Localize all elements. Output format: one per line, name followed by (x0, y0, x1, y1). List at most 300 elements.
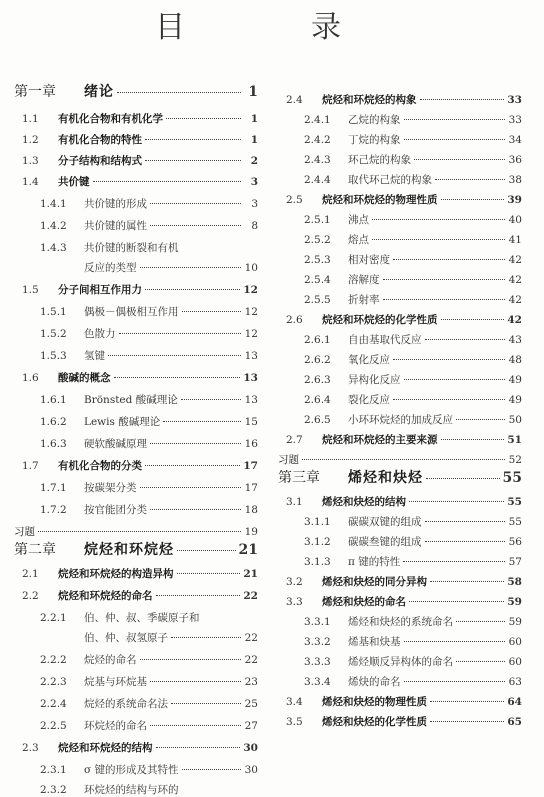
toc-entry-page: 27 (244, 720, 258, 732)
toc-entry[interactable] (14, 155, 258, 168)
toc-entry-page: 15 (244, 416, 258, 428)
toc-entry[interactable] (14, 654, 258, 667)
toc-entry[interactable] (14, 482, 258, 495)
toc-entry[interactable] (278, 194, 522, 207)
toc-entry[interactable] (278, 254, 522, 267)
toc-entry-number: 2.2.4 (40, 698, 67, 710)
toc-dot-leader (456, 661, 505, 662)
toc-entry-title: 共价键 (58, 176, 90, 188)
toc-entry-title: 取代环己烷的构象 (348, 174, 432, 186)
toc-entry-page: 25 (244, 698, 258, 710)
toc-entry[interactable] (14, 438, 258, 451)
toc-entry-title: 烯烃和炔烃的命名 (322, 596, 406, 608)
toc-dot-leader (393, 359, 505, 360)
toc-entry[interactable] (278, 716, 522, 729)
toc-entry-page: 59 (507, 596, 522, 608)
toc-dot-leader (177, 573, 241, 574)
toc-entry-number: 1.6.2 (40, 416, 67, 428)
toc-dot-leader (403, 561, 505, 562)
toc-entry[interactable] (14, 698, 258, 711)
toc-entry-page: 21 (238, 542, 258, 558)
toc-dot-leader (150, 725, 241, 726)
toc-entry-title: 裂化反应 (348, 394, 390, 406)
toc-dot-leader (372, 239, 505, 240)
toc-entry-title: 烯烃顺反异构体的命名 (348, 656, 453, 668)
toc-entry[interactable] (278, 472, 522, 485)
toc-entry-number: 2.6.3 (304, 374, 331, 386)
toc-entry-number: 3.3 (286, 596, 303, 608)
toc-entry-title: 环烷烃的结构与环的 (84, 784, 179, 796)
toc-entry-page: 12 (243, 284, 258, 296)
toc-dot-leader (181, 399, 241, 400)
toc-dot-leader (182, 311, 242, 312)
toc-entry-title: 烯烃和炔烃的化学性质 (322, 716, 427, 728)
toc-entry-title: 有机化合物的分类 (58, 460, 142, 472)
toc-entry[interactable] (278, 556, 522, 569)
toc-entry-number: 1.4 (22, 176, 39, 188)
toc-entry-title: 分子结构和结构式 (58, 155, 142, 167)
toc-entry-number: 2.2 (22, 590, 39, 602)
toc-entry-page: 55 (507, 496, 522, 508)
toc-entry-title: 烯炔的命名 (348, 676, 401, 688)
toc-entry[interactable] (278, 174, 522, 187)
toc-entry[interactable] (278, 154, 522, 167)
toc-entry-title: 烷烃和环烷烃的构造异构 (58, 568, 174, 580)
toc-dot-leader (372, 219, 505, 220)
toc-entry-number: 2.5.5 (304, 294, 331, 306)
toc-entry-number: 2.4.2 (304, 134, 331, 146)
toc-entry-number: 3.1.3 (304, 556, 331, 568)
toc-entry-title: 烷烃和环烷烃的主要来源 (322, 434, 438, 446)
toc-entry[interactable] (14, 632, 258, 645)
toc-dot-leader (393, 259, 505, 260)
toc-entry-page: 22 (243, 590, 258, 602)
toc-entry-page: 51 (507, 434, 522, 446)
toc-entry-number: 2.4 (286, 94, 303, 106)
toc-entry[interactable] (278, 294, 522, 307)
toc-entry[interactable] (278, 414, 522, 427)
toc-entry-page: 12 (244, 328, 258, 340)
toc-entry-page: 30 (243, 742, 258, 754)
toc-entry-page: 16 (244, 438, 258, 450)
toc-entry-title: 异构化反应 (348, 374, 401, 386)
toc-entry[interactable] (278, 454, 522, 467)
toc-entry[interactable] (14, 198, 258, 211)
toc-entry[interactable] (278, 496, 522, 509)
toc-entry[interactable] (14, 568, 258, 581)
toc-entry-number: 1.5.3 (40, 350, 67, 362)
toc-entry-number: 2.3.2 (40, 784, 67, 796)
toc-entry-number: 1.4.2 (40, 220, 67, 232)
toc-entry[interactable] (278, 434, 522, 447)
toc-entry-page: 42 (508, 254, 522, 266)
toc-dot-leader (302, 459, 505, 460)
toc-entry-title: Lewis 酸碱理论 (84, 416, 161, 428)
toc-entry-title: 烯烃和炔烃的结构 (322, 496, 406, 508)
toc-dot-leader (435, 179, 505, 180)
toc-entry-title: 硬软酸碱原理 (84, 438, 147, 450)
toc-entry-title: 烷基与环烷基 (84, 676, 147, 688)
toc-entry-page: 42 (507, 314, 522, 326)
toc-dot-leader (177, 550, 236, 551)
toc-entry[interactable] (278, 94, 522, 107)
toc-entry[interactable] (14, 220, 258, 233)
toc-entry-page: 12 (244, 306, 258, 318)
toc-entry-page: 33 (508, 114, 522, 126)
toc-entry-number: 2.4.4 (304, 174, 331, 186)
toc-entry-title: 溶解度 (348, 274, 380, 286)
toc-dot-leader (404, 379, 506, 380)
toc-entry-number: 2.3 (22, 742, 39, 754)
toc-entry-number: 2.5.2 (304, 234, 331, 246)
toc-entry[interactable] (14, 612, 258, 625)
toc-dot-leader (150, 509, 241, 510)
toc-entry-title: 碳碳双键的组成 (348, 516, 422, 528)
toc-entry[interactable] (14, 262, 258, 275)
toc-entry-title: 烷烃和环烷烃的化学性质 (322, 314, 438, 326)
toc-entry-title: 偶极－偶极相互作用 (84, 306, 179, 318)
toc-dot-leader (404, 641, 506, 642)
toc-dot-leader (441, 319, 505, 320)
toc-entry-number: 3.3.1 (304, 616, 331, 628)
toc-entry-page: 21 (243, 568, 258, 580)
toc-dot-leader (119, 333, 242, 334)
toc-dot-leader (430, 721, 504, 722)
toc-entry-number: 2.6.5 (304, 414, 331, 426)
toc-entry-page: 63 (508, 676, 522, 688)
toc-entry[interactable] (14, 720, 258, 733)
toc-entry[interactable] (14, 113, 258, 126)
toc-entry-number: 2.5.1 (304, 214, 331, 226)
toc-entry-title: 伯、仲、叔、季碳原子和 (84, 612, 200, 624)
toc-entry-page: 36 (508, 154, 522, 166)
toc-entry[interactable] (278, 596, 522, 609)
toc-entry-page: 3 (250, 176, 258, 188)
toc-entry-number: 2.2.2 (40, 654, 67, 666)
toc-entry-number: 3.1.1 (304, 516, 331, 528)
toc-entry[interactable] (278, 314, 522, 327)
toc-entry[interactable] (278, 214, 522, 227)
toc-entry-title: 烯烃和炔烃的同分异构 (322, 576, 427, 588)
toc-entry-number: 3.5 (286, 716, 303, 728)
toc-entry-title: 分子间相互作用力 (58, 284, 142, 296)
toc-entry-title: 环己烷的构象 (348, 154, 411, 166)
toc-entry[interactable] (14, 504, 258, 517)
toc-entry-page: 23 (244, 676, 258, 688)
toc-entry[interactable] (278, 394, 522, 407)
toc-entry-number: 1.5.2 (40, 328, 67, 340)
toc-entry[interactable] (278, 374, 522, 387)
toc-entry-number: 1.1 (22, 113, 39, 125)
toc-entry-title: 烯烃和炔烃的系统命名 (348, 616, 453, 628)
toc-entry[interactable] (278, 354, 522, 367)
toc-entry-title: 烷烃和环烷烃 (84, 542, 174, 558)
toc-entry-page: 13 (243, 372, 258, 384)
toc-entry-number: 3.3.4 (304, 676, 331, 688)
toc-entry-title: 烷烃和环烷烃的物理性质 (322, 194, 438, 206)
toc-dot-leader (425, 521, 506, 522)
toc-entry-number: 2.2.1 (40, 612, 67, 624)
toc-entry-title: 烯烃和炔烃的物理性质 (322, 696, 427, 708)
toc-entry-number: 2.6.4 (304, 394, 331, 406)
toc-entry[interactable] (14, 372, 258, 385)
toc-entry[interactable] (14, 526, 258, 539)
toc-entry-page: 60 (508, 656, 522, 668)
toc-entry-title: 环烷烃的命名 (84, 720, 147, 732)
toc-entry-title: 相对密度 (348, 254, 390, 266)
toc-entry-number: 2.6.1 (304, 334, 331, 346)
toc-entry-title: 习题 (14, 526, 35, 538)
toc-dot-leader (156, 595, 241, 596)
toc-entry-page: 22 (244, 632, 258, 644)
toc-entry[interactable] (278, 676, 522, 689)
toc-entry-number: 3.2 (286, 576, 303, 588)
toc-dot-leader (409, 501, 504, 502)
toc-entry-title: 共价键的形成 (84, 198, 147, 210)
toc-entry[interactable] (14, 742, 258, 755)
toc-dot-leader (93, 181, 242, 182)
toc-entry[interactable] (278, 656, 522, 669)
toc-dot-leader (456, 621, 505, 622)
toc-entry-title: 烷烃和环烷烃的命名 (58, 590, 153, 602)
toc-entry-page: 22 (244, 654, 258, 666)
toc-entry-page: 48 (508, 354, 522, 366)
toc-entry-page: 57 (508, 556, 522, 568)
toc-entry-page: 60 (508, 636, 522, 648)
toc-entry[interactable] (14, 590, 258, 603)
toc-entry-number: 1.7.1 (40, 482, 67, 494)
toc-entry-number: 1.7.2 (40, 504, 67, 516)
toc-entry[interactable] (14, 242, 258, 255)
toc-dot-leader (38, 531, 241, 532)
toc-entry-number: 1.4.3 (40, 242, 67, 254)
toc-dot-leader (441, 439, 505, 440)
toc-entry-title: π 键的特性 (348, 556, 401, 568)
toc-entry[interactable] (14, 460, 258, 473)
toc-entry-page: 1 (250, 113, 258, 125)
toc-entry-number: 2.5.3 (304, 254, 331, 266)
toc-entry-number: 2.4.3 (304, 154, 331, 166)
toc-entry-title: 丁烷的构象 (348, 134, 401, 146)
toc-entry[interactable] (278, 516, 522, 529)
toc-entry-page: 19 (244, 526, 258, 538)
toc-entry[interactable] (14, 176, 258, 189)
toc-dot-leader (430, 581, 504, 582)
toc-entry-title: 沸点 (348, 214, 369, 226)
toc-entry-number: 1.3 (22, 155, 39, 167)
toc-entry[interactable] (14, 784, 258, 797)
toc-entry[interactable] (14, 350, 258, 363)
toc-entry-page: 3 (251, 198, 258, 210)
toc-entry-number: 1.6.1 (40, 394, 67, 406)
toc-entry-title: 按碳架分类 (84, 482, 137, 494)
toc-entry-page: 1 (248, 84, 258, 100)
toc-dot-leader (426, 478, 500, 479)
toc-dot-leader (425, 339, 506, 340)
toc-entry-page: 49 (508, 374, 522, 386)
toc-entry[interactable] (278, 134, 522, 147)
toc-entry-title: 绪论 (84, 84, 114, 100)
toc-entry-page: 13 (244, 350, 258, 362)
toc-entry-number: 2.5.4 (304, 274, 331, 286)
toc-dot-leader (166, 118, 241, 119)
toc-entry-title: 小环环烷烃的加成反应 (348, 414, 453, 426)
toc-entry-number: 3.3.3 (304, 656, 331, 668)
toc-entry-title: 有机化合物的特性 (58, 134, 142, 146)
toc-entry[interactable] (278, 636, 522, 649)
toc-entry-page: 56 (508, 536, 522, 548)
toc-entry-page: 1 (250, 134, 258, 146)
toc-dot-leader (404, 119, 506, 120)
toc-entry-title: 共价键的断裂和有机 (84, 242, 179, 254)
toc-dot-leader (393, 399, 505, 400)
toc-dot-leader (409, 601, 504, 602)
toc-entry[interactable] (14, 416, 258, 429)
toc-dot-leader (117, 92, 241, 93)
toc-entry-page: 55 (502, 470, 522, 486)
toc-entry-page: 10 (244, 262, 258, 274)
toc-entry[interactable] (14, 544, 258, 557)
toc-entry-page: 33 (507, 94, 522, 106)
toc-dot-leader (108, 355, 241, 356)
toc-dot-leader (150, 203, 241, 204)
toc-entry-number: 2.6 (286, 314, 303, 326)
toc-entry-title: 烷烃和环烷烃的构象 (322, 94, 417, 106)
toc-entry[interactable] (278, 334, 522, 347)
toc-dot-leader (383, 279, 506, 280)
toc-entry[interactable] (278, 114, 522, 127)
toc-entry-page: 2 (250, 155, 258, 167)
toc-entry-title: 烯基和炔基 (348, 636, 401, 648)
toc-entry-number: 2.2.5 (40, 720, 67, 732)
toc-entry-page: 50 (508, 414, 522, 426)
toc-dot-leader (145, 465, 240, 466)
toc-entry[interactable] (278, 536, 522, 549)
toc-entry[interactable] (14, 86, 258, 99)
toc-entry-page: 55 (508, 516, 522, 528)
toc-entry-page: 43 (508, 334, 522, 346)
toc-entry[interactable] (14, 328, 258, 341)
toc-dot-leader (114, 377, 241, 378)
toc-dot-leader (163, 421, 241, 422)
toc-entry-title: 碳碳叁键的组成 (348, 536, 422, 548)
toc-dot-leader (145, 289, 240, 290)
toc-dot-leader (430, 701, 504, 702)
toc-entry-title: 酸碱的概念 (58, 372, 111, 384)
toc-entry-number: 第三章 (278, 470, 320, 486)
toc-entry[interactable] (14, 764, 258, 777)
toc-entry-number: 3.1 (286, 496, 303, 508)
toc-entry-number: 1.6.3 (40, 438, 67, 450)
toc-dot-leader (150, 225, 241, 226)
toc-dot-leader (140, 659, 242, 660)
toc-entry-title: 伯、仲、叔氢原子 (84, 632, 168, 644)
toc-entry[interactable] (14, 306, 258, 319)
toc-dot-leader (404, 139, 506, 140)
toc-entry-title: 习题 (278, 454, 299, 466)
toc-entry[interactable] (14, 134, 258, 147)
toc-entry-page: 17 (244, 482, 258, 494)
toc-dot-leader (150, 443, 241, 444)
toc-dot-leader (441, 199, 505, 200)
toc-entry[interactable] (278, 576, 522, 589)
toc-entry-page: 65 (507, 716, 522, 728)
toc-entry-page: 42 (508, 274, 522, 286)
toc-dot-leader (414, 159, 505, 160)
toc-entry-number: 3.4 (286, 696, 303, 708)
toc-dot-leader (140, 487, 242, 488)
toc-entry-page: 18 (244, 504, 258, 516)
toc-dot-leader (182, 769, 241, 770)
toc-entry-number: 第二章 (14, 542, 56, 558)
toc-entry-title: 氢键 (84, 350, 105, 362)
toc-entry-title: 烷烃和环烷烃的结构 (58, 742, 153, 754)
toc-entry-number: 3.1.2 (304, 536, 331, 548)
toc-entry-number: 1.4.1 (40, 198, 67, 210)
toc-dot-leader (150, 681, 241, 682)
toc-entry[interactable] (278, 234, 522, 247)
toc-dot-leader (140, 267, 242, 268)
toc-entry-page: 13 (244, 394, 258, 406)
toc-entry-number: 2.5 (286, 194, 303, 206)
toc-entry-title: 共价键的属性 (84, 220, 147, 232)
toc-entry-number: 1.5 (22, 284, 39, 296)
toc-entry-title: 烯烃和炔烃 (348, 470, 423, 486)
toc-entry-title: 乙烷的构象 (348, 114, 401, 126)
toc-entry-number: 2.1 (22, 568, 39, 580)
toc-entry[interactable] (14, 394, 258, 407)
toc-entry[interactable] (278, 274, 522, 287)
toc-entry-number: 1.6 (22, 372, 39, 384)
toc-entry-title: 熔点 (348, 234, 369, 246)
toc-entry-number: 2.6.2 (304, 354, 331, 366)
toc-dot-leader (420, 99, 505, 100)
toc-entry-title: 烷烃的命名 (84, 654, 137, 666)
toc-entry-page: 49 (508, 394, 522, 406)
toc-entry-page: 52 (508, 454, 522, 466)
toc-entry-title: 反应的类型 (84, 262, 137, 274)
toc-entry[interactable] (14, 284, 258, 297)
toc-entry-page: 17 (243, 460, 258, 472)
toc-entry-page: 40 (508, 214, 522, 226)
toc-entry-title: 有机化合物和有机化学 (58, 113, 163, 125)
toc-dot-leader (156, 747, 241, 748)
toc-entry-title: 氧化反应 (348, 354, 390, 366)
toc-entry-page: 34 (508, 134, 522, 146)
toc-dot-leader (145, 160, 241, 161)
toc-entry-page: 8 (251, 220, 258, 232)
toc-entry-page: 59 (508, 616, 522, 628)
toc-dot-leader (171, 637, 241, 638)
toc-entry[interactable] (278, 696, 522, 709)
toc-entry-number: 1.7 (22, 460, 39, 472)
toc-entry-number: 1.5.1 (40, 306, 67, 318)
toc-entry-page: 38 (508, 174, 522, 186)
toc-entry-title: 折射率 (348, 294, 380, 306)
toc-entry-title: 色散力 (84, 328, 116, 340)
toc-entry[interactable] (14, 676, 258, 689)
toc-entry[interactable] (278, 616, 522, 629)
toc-dot-leader (425, 541, 506, 542)
toc-entry-number: 1.2 (22, 134, 39, 146)
toc-entry-number: 2.7 (286, 434, 303, 446)
toc-entry-number: 2.2.3 (40, 676, 67, 688)
toc-dot-leader (171, 703, 241, 704)
toc-entry-page: 30 (244, 764, 258, 776)
toc-entry-number: 3.3.2 (304, 636, 331, 648)
toc-entry-number: 2.4.1 (304, 114, 331, 126)
toc-dot-leader (404, 681, 506, 682)
